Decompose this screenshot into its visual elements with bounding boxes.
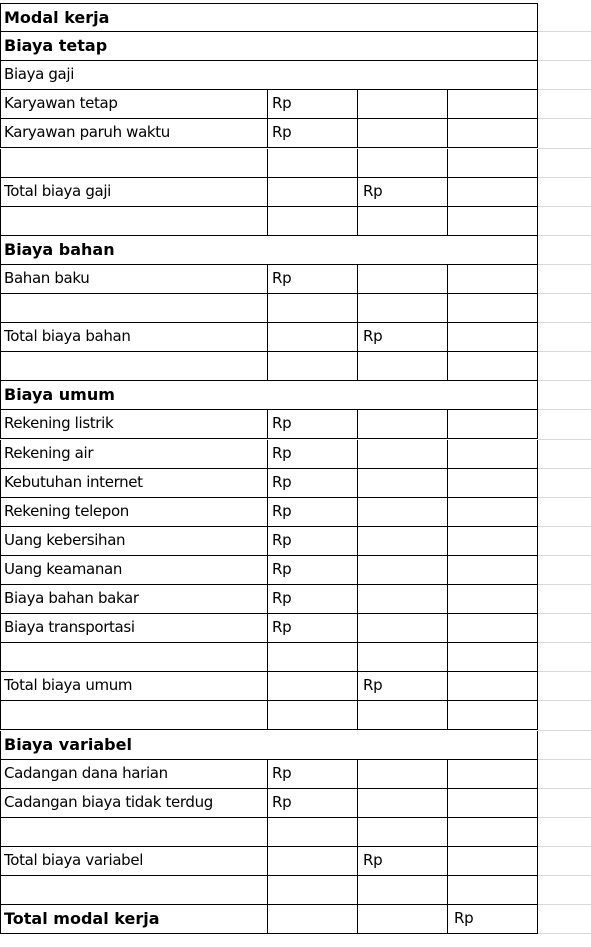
cell-c[interactable] (357, 556, 447, 585)
cell-c[interactable] (357, 643, 447, 672)
table-row (0, 876, 538, 905)
cell-c[interactable] (357, 149, 447, 178)
cell-b[interactable]: Rp (267, 498, 357, 527)
cell-b[interactable]: Rp (267, 614, 357, 643)
row-label[interactable]: Karyawan tetap (0, 90, 267, 119)
cell-d[interactable] (447, 789, 538, 818)
cell-d[interactable] (447, 498, 538, 527)
cell-d[interactable] (447, 672, 538, 701)
cell-c[interactable] (357, 440, 447, 469)
gridline (538, 118, 591, 119)
cell-b[interactable] (267, 905, 357, 934)
cell-d[interactable] (447, 440, 538, 469)
gridline (538, 846, 591, 847)
table-row (0, 61, 538, 90)
section-header[interactable]: Biaya umum (0, 381, 538, 410)
row-label[interactable]: Total biaya gaji (0, 178, 267, 207)
cell-b[interactable] (267, 701, 357, 730)
cell-d[interactable] (447, 643, 538, 672)
cell-c[interactable] (357, 410, 447, 439)
cell-d[interactable] (447, 556, 538, 585)
table-row (0, 469, 538, 498)
table-row (0, 643, 538, 672)
cell-c[interactable] (357, 527, 447, 556)
gridline (538, 497, 591, 498)
row-label[interactable]: Rekening listrik (0, 410, 267, 439)
cell-d[interactable] (447, 876, 538, 905)
table-row (0, 381, 538, 410)
cell-b[interactable] (267, 876, 357, 905)
gridline (538, 700, 591, 701)
cell-b[interactable]: Rp (267, 556, 357, 585)
table-row (0, 440, 538, 469)
row-label[interactable] (0, 876, 267, 905)
row-label[interactable]: Uang kebersihan (0, 527, 267, 556)
cell-c[interactable] (357, 614, 447, 643)
cell-b[interactable]: Rp (267, 90, 357, 119)
cell-d[interactable] (447, 265, 538, 294)
cell-b[interactable]: Rp (267, 760, 357, 789)
table-row (0, 90, 538, 119)
cell-b[interactable] (267, 323, 357, 352)
section-header[interactable]: Biaya tetap (0, 32, 538, 61)
cell-d[interactable] (447, 818, 538, 847)
cell-d[interactable] (447, 178, 538, 207)
row-label[interactable]: Biaya transportasi (0, 614, 267, 643)
section-header[interactable]: Biaya gaji (0, 61, 538, 90)
gridline (538, 526, 591, 527)
table-row (0, 236, 538, 265)
gridline (538, 671, 591, 672)
gridline (538, 264, 591, 265)
cell-d[interactable] (447, 527, 538, 556)
gridline (538, 235, 591, 236)
gridline (538, 468, 591, 469)
gridline (538, 875, 591, 876)
row-label[interactable] (0, 818, 267, 847)
gridline (538, 439, 591, 440)
gridline (538, 206, 591, 207)
row-label[interactable] (0, 352, 267, 381)
cell-d[interactable] (447, 119, 538, 148)
gridline (538, 351, 591, 352)
cell-b[interactable]: Rp (267, 527, 357, 556)
row-label[interactable]: Uang keamanan (0, 556, 267, 585)
cell-d[interactable] (447, 352, 538, 381)
cell-b[interactable]: Rp (267, 440, 357, 469)
gridline (538, 904, 591, 905)
cell-b[interactable] (267, 643, 357, 672)
cell-d[interactable] (447, 294, 538, 323)
row-label[interactable]: Cadangan biaya tidak terdug (0, 789, 267, 818)
cell-b[interactable] (267, 672, 357, 701)
row-label[interactable]: Rekening air (0, 440, 267, 469)
cell-c[interactable] (357, 498, 447, 527)
row-label[interactable]: Bahan baku (0, 265, 267, 294)
cell-b[interactable] (267, 352, 357, 381)
table-row (0, 410, 538, 439)
cell-b[interactable] (267, 847, 357, 876)
gridline (538, 613, 591, 614)
gridline (538, 584, 591, 585)
gridline (538, 642, 591, 643)
gridline (538, 89, 591, 90)
row-label[interactable] (0, 701, 267, 730)
cell-b[interactable]: Rp (267, 469, 357, 498)
table-row (0, 178, 538, 207)
table-row (0, 789, 538, 818)
table-row (0, 498, 538, 527)
cell-c[interactable] (357, 701, 447, 730)
cell-c[interactable] (357, 90, 447, 119)
cell-b[interactable]: Rp (267, 119, 357, 148)
section-header[interactable]: Modal kerja (0, 4, 538, 33)
gridline (538, 933, 591, 934)
row-label[interactable]: Cadangan dana harian (0, 760, 267, 789)
cell-c[interactable]: Rp (357, 672, 447, 701)
gridline (538, 409, 591, 410)
cell-c[interactable] (357, 789, 447, 818)
cell-b[interactable]: Rp (267, 265, 357, 294)
gridline (538, 788, 591, 789)
gridline (538, 293, 591, 294)
cell-b[interactable]: Rp (267, 585, 357, 614)
cell-d[interactable] (447, 410, 538, 439)
row-label[interactable]: Karyawan paruh waktu (0, 119, 267, 148)
gridline (538, 817, 591, 818)
cell-c[interactable] (357, 585, 447, 614)
gridline (538, 31, 591, 32)
table-row (0, 585, 538, 614)
row-label[interactable]: Total biaya umum (0, 672, 267, 701)
table-row (0, 119, 538, 148)
table-row (0, 556, 538, 585)
cell-d[interactable] (447, 207, 538, 236)
cell-c[interactable] (357, 905, 447, 934)
row-label[interactable]: Kebutuhan internet (0, 469, 267, 498)
cell-d[interactable] (447, 469, 538, 498)
section-header[interactable]: Biaya bahan (0, 236, 538, 265)
table-row (0, 672, 538, 701)
cell-d[interactable] (447, 614, 538, 643)
table-row (0, 323, 538, 352)
cell-c[interactable] (357, 352, 447, 381)
cell-b[interactable]: Rp (267, 410, 357, 439)
cell-c[interactable] (357, 876, 447, 905)
row-label[interactable]: Total biaya variabel (0, 847, 267, 876)
cell-d[interactable] (447, 585, 538, 614)
table-row (0, 905, 538, 934)
table-row (0, 265, 538, 294)
gridline (538, 322, 591, 323)
cell-d[interactable] (447, 847, 538, 876)
cell-b[interactable]: Rp (267, 789, 357, 818)
table-row (0, 527, 538, 556)
cell-c[interactable]: Rp (357, 178, 447, 207)
row-label[interactable]: Biaya bahan bakar (0, 585, 267, 614)
cell-c[interactable] (357, 294, 447, 323)
gridline (538, 60, 591, 61)
cell-b[interactable] (267, 149, 357, 178)
cell-c[interactable] (357, 760, 447, 789)
table-row (0, 701, 538, 730)
table-row (0, 352, 538, 381)
gridline (538, 177, 591, 178)
row-label[interactable] (0, 149, 267, 178)
table-row (0, 614, 538, 643)
table-row (0, 760, 538, 789)
row-label[interactable]: Rekening telepon (0, 498, 267, 527)
row-label[interactable]: Total biaya bahan (0, 323, 267, 352)
cell-b[interactable] (267, 178, 357, 207)
gridline (538, 759, 591, 760)
table-row (0, 3, 538, 32)
section-header[interactable]: Biaya variabel (0, 731, 538, 760)
table-row (0, 294, 538, 323)
cell-c[interactable] (357, 207, 447, 236)
cell-d[interactable] (447, 323, 538, 352)
table-row (0, 731, 538, 760)
gridline (538, 555, 591, 556)
cell-b[interactable] (267, 818, 357, 847)
table-row (0, 149, 538, 178)
cell-d[interactable] (447, 149, 538, 178)
gridline (538, 730, 591, 731)
gridline (538, 148, 591, 149)
table-row (0, 32, 538, 61)
table-row (0, 847, 538, 876)
cell-c[interactable] (357, 818, 447, 847)
cell-b[interactable] (267, 207, 357, 236)
row-label[interactable] (0, 294, 267, 323)
cell-c[interactable]: Rp (357, 323, 447, 352)
cell-d[interactable] (447, 90, 538, 119)
cell-d[interactable] (447, 701, 538, 730)
cell-c[interactable]: Rp (357, 847, 447, 876)
cell-c[interactable] (357, 265, 447, 294)
cell-d[interactable]: Rp (447, 905, 538, 934)
gridline (538, 380, 591, 381)
cell-d[interactable] (447, 760, 538, 789)
cell-c[interactable] (357, 119, 447, 148)
cell-b[interactable] (267, 294, 357, 323)
table-row (0, 207, 538, 236)
row-label[interactable] (0, 643, 267, 672)
row-label[interactable]: Total modal kerja (0, 905, 267, 934)
table-row (0, 818, 538, 847)
cell-c[interactable] (357, 469, 447, 498)
row-label[interactable] (0, 207, 267, 236)
